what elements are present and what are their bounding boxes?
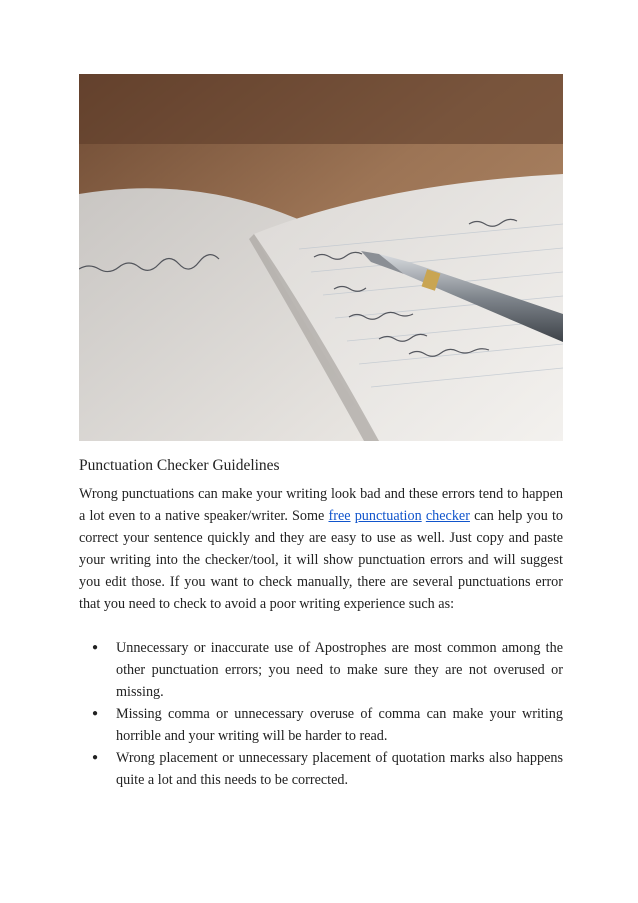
list-item-text: Wrong placement or unnecessary placement of quotation marks also happens quite a lot and this needs to be corrected. [116, 750, 563, 788]
link-checker[interactable]: checker [425, 508, 470, 524]
bullet-icon: ● [92, 642, 99, 653]
bullet-icon: ● [92, 752, 99, 763]
paragraph-text-after: can help you to correct your sentence quickly and they are easy to use as well. Just copy and paste your writing into the checker/tool, it will show punctuation errors and will suggest you edit those. If you want to check manually, there are several punctuations error that you need to check to avoid a poor writing experience such as: [79, 508, 563, 612]
list-item [79, 703, 563, 747]
bullet-icon: ● [92, 708, 99, 719]
link-punctuation[interactable]: punctuation [354, 508, 422, 524]
list-item [79, 747, 563, 791]
intro-paragraph [79, 483, 563, 615]
link-free[interactable]: free [328, 508, 351, 524]
notebook-pen-photo [79, 74, 563, 441]
list-item-text: Missing comma or unnecessary overuse of comma can make your writing horrible and your writing will be harder to read. [116, 706, 563, 744]
error-list [79, 637, 563, 791]
section-heading: Punctuation Checker Guidelines [79, 457, 280, 474]
paragraph-text-before: Wrong punctuations can make your writing look bad and these errors tend to happen a lot even to a native speaker/writer. Some [79, 486, 563, 524]
list-item [79, 637, 563, 703]
list-item-text: Unnecessary or inaccurate use of Apostrophes are most common among the other punctuation errors; you need to make sure they are not overused or missing. [116, 640, 563, 700]
